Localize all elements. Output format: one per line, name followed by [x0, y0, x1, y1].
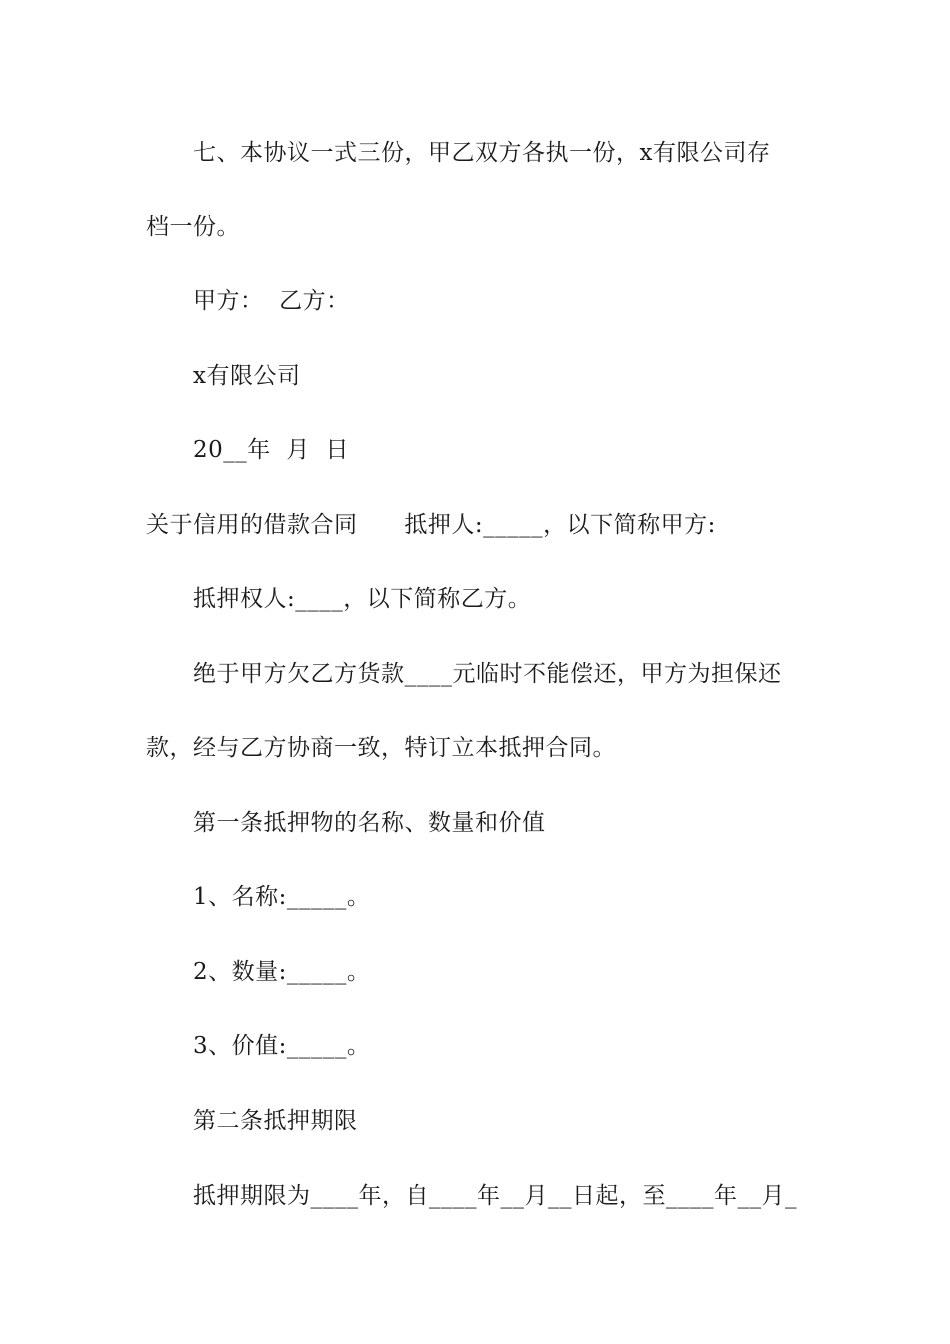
paragraph-line: 款，经与乙方协商一致，特订立本抵押合同。	[146, 735, 616, 761]
paragraph-line: 抵押权人:____，以下简称乙方。	[193, 586, 532, 612]
signature-party-labels: 甲方： 乙方：	[193, 288, 350, 314]
contract-title-line: 关于信用的借款合同 抵押人:_____，以下简称甲方:	[146, 512, 716, 538]
paragraph-line: 绝于甲方欠乙方货款____元临时不能偿还，甲方为担保还	[193, 661, 782, 687]
paragraph-line: 档一份。	[146, 214, 240, 240]
list-item: 2、数量:_____。	[193, 959, 371, 985]
section-heading: 第二条抵押期限	[193, 1108, 358, 1134]
company-name: x有限公司	[193, 363, 301, 389]
date-line: 20__年 月 日	[193, 437, 350, 463]
paragraph-line: 七、本协议一式三份，甲乙双方各执一份，x有限公司存	[193, 140, 771, 166]
list-item: 3、价值:_____。	[193, 1033, 371, 1059]
list-item: 1、名称:_____。	[193, 884, 371, 910]
paragraph-line: 抵押期限为____年，自____年__月__日起，至____年__月_	[193, 1183, 797, 1209]
section-heading: 第一条抵押物的名称、数量和价值	[193, 810, 546, 836]
